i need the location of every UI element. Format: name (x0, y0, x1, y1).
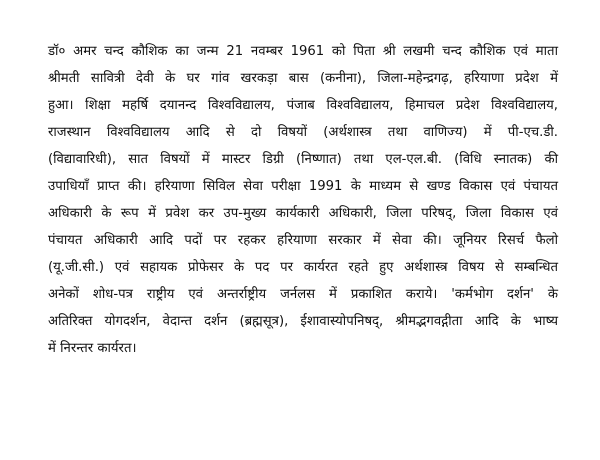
text-line-6: उपाधियाँ प्राप्त की। हरियाणा सिविल सेवा परीक्षा 1991 के माध्यम से खण्ड विकास एवं पंचायत (48, 179, 558, 194)
text-line-4: राजस्थान विश्वविद्यालय आदि से दो विषयों (अर्थशास्त्र तथा वाणिज्य) में पी-एच.डी. (48, 125, 558, 140)
text-line-5: (विद्यावारिधी), सात विषयों में मास्टर डिग्री (निष्णात) तथा एल-एल.बी. (विधि स्नातक) की (48, 152, 558, 167)
text-line-9: (यू.जी.सी.) एवं सहायक प्रोफेसर के पद पर कार्यरत रहते हुए अर्थशास्त्र विषय से सम्बन्धित (48, 260, 558, 275)
text-line-7: अधिकारी के रूप में प्रवेश कर उप-मुख्य कार्यकारी अधिकारी, जिला परिषद्, जिला विकास एवं (48, 206, 558, 221)
biography-paragraph (48, 38, 558, 362)
text-line-11: अतिरिक्त योगदर्शन, वेदान्त दर्शन (ब्रह्मसूत्र), ईशावास्योपनिषद्, श्रीमद्भगवद्गीता आदि के भाष्य (48, 314, 558, 329)
text-line-12: में निरन्तर कार्यरत। (48, 341, 137, 356)
text-line-10: अनेकों शोध-पत्र राष्ट्रीय एवं अन्तर्राष्ट्रीय जर्नलस में प्रकाशित कराये। 'कर्मभोग दर्शन' के (48, 287, 558, 302)
text-line-3: हुआ। शिक्षा महर्षि दयानन्द विश्वविद्यालय, पंजाब विश्वविद्यालय, हिमाचल प्रदेश विश्वविद्यालय, (48, 98, 558, 113)
text-line-8: पंचायत अधिकारी आदि पदों पर रहकर हरियाणा सरकार में सेवा की। जूनियर रिसर्च फैलो (48, 233, 558, 248)
text-line-2: श्रीमती सावित्री देवी के घर गांव खरकड़ा बास (कनीना), जिला-महेन्द्रगढ़, हरियाणा प्रदेश में (48, 71, 558, 86)
text-line-1: डॉ० अमर चन्द कौशिक का जन्म 21 नवम्बर 1961 को पिता श्री लखमी चन्द कौशिक एवं माता (48, 44, 558, 59)
